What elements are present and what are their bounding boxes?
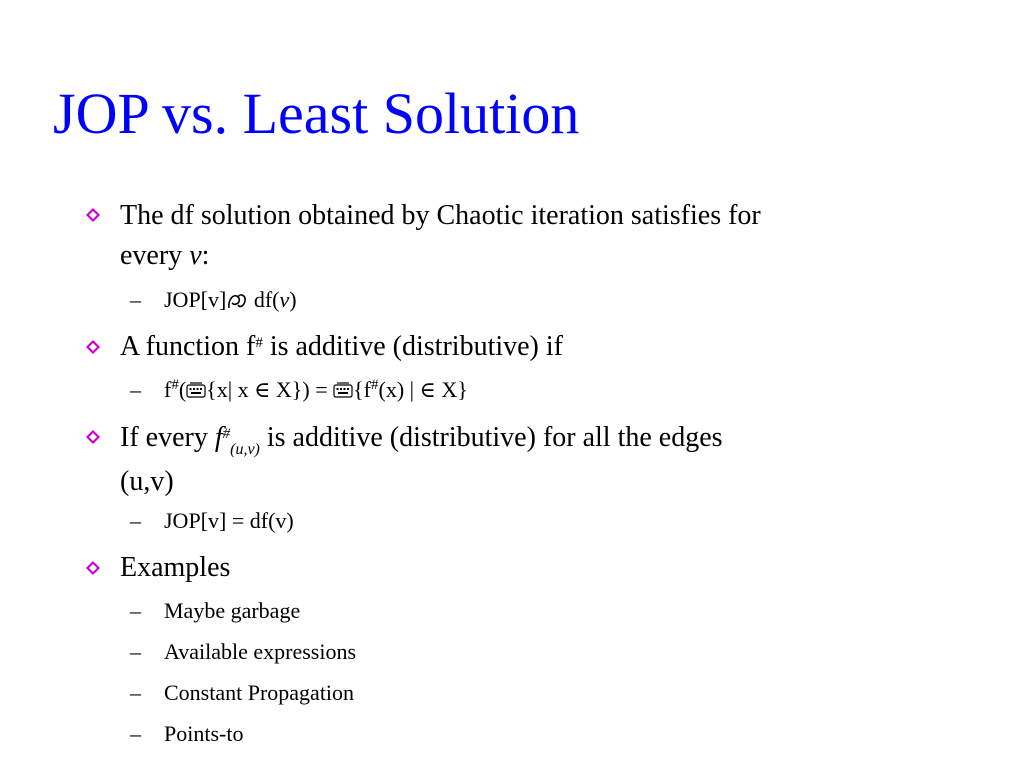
diamond-bullet-icon [86,340,100,354]
bullet-1 [120,196,920,276]
keyboard-glyph-icon [186,381,206,399]
bullet-1-line1: The df solution obtained by Chaotic iteration satisfies for [120,200,761,231]
sub-dash: – [130,598,141,623]
sub-dash: – [130,287,141,312]
sub-dash: – [130,721,141,746]
sub-dash: – [130,680,141,705]
undefined-symbol-glyph-icon [226,291,248,309]
diamond-bullet-icon [86,430,100,444]
bullet-1-line2: every v: [120,240,210,271]
example-item: Maybe garbage [164,598,301,623]
bullet-3-line1: If every $f^{\#}_{(u,v)}$ is additive (distributive) for all the edges [120,422,723,458]
sub-dash: – [130,377,141,402]
bullet-2: A function f# is additive (distributive) if [120,331,563,362]
variable-v: v [189,240,202,271]
sub-dash: – [130,508,141,533]
sub-dash: – [130,639,141,664]
bullet-4: Examples [120,552,231,583]
slide-title: JOP vs. Least Solution [53,81,580,146]
bullet-3 [120,418,920,502]
example-item: Points-to [164,721,244,746]
subbullet-jop-subset: JOP[v] df(v) [164,287,297,312]
subbullet-additive-definition: f#( {x| x ∈ X}) = {f#(x) | ∈ X} [164,377,468,402]
diamond-bullet-icon [86,561,100,575]
bullet-3-line2: (u,v) [120,466,174,497]
diamond-bullet-icon [86,208,100,222]
example-item: Available expressions [164,639,357,664]
subbullet-jop-equals: JOP[v] = df(v) [164,508,294,533]
keyboard-glyph-icon [333,381,353,399]
example-item: Constant Propagation [164,680,355,705]
